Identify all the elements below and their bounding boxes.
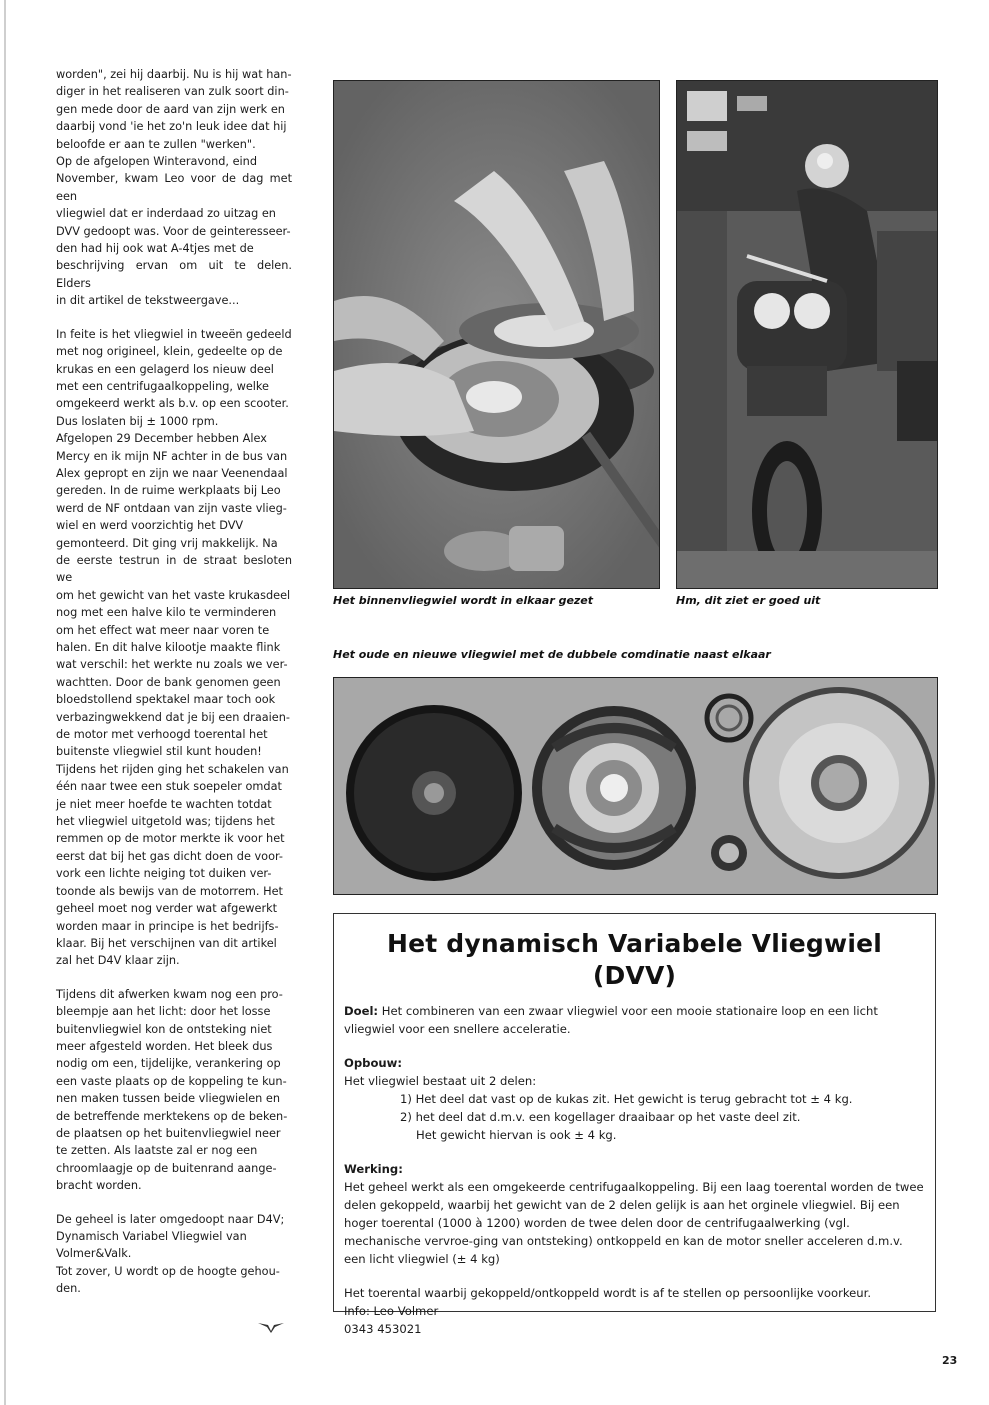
article-line: beloofde er aan te zullen "werken".	[56, 137, 256, 151]
article-line: bloedstollend spektakel maar toch ook	[56, 693, 276, 707]
werking-label: Werking:	[344, 1162, 403, 1176]
photo-flywheel-assembly	[333, 80, 660, 589]
article-line: zal het D4V klaar zijn.	[56, 954, 180, 968]
caption-photo2: Hm, dit ziet er goed uit	[676, 594, 821, 607]
opbouw-item-2: 2) het deel dat d.m.v. een kogellager draaibaar op het vaste deel zit.	[400, 1110, 801, 1124]
article-line: den.	[56, 1282, 81, 1296]
article-line: een vaste plaats op de koppeling te kun-	[56, 1074, 287, 1088]
article-line: het vliegwiel uitgetold was; tijdens het	[56, 815, 275, 829]
dvv-info-box	[333, 913, 936, 1336]
doel-section	[344, 1002, 925, 1038]
article-paragraph	[56, 986, 292, 1195]
article-line: krukas en een gelagerd los nieuw deel	[56, 362, 274, 376]
article-line: wiel en werd voorzichtig het DVV	[56, 519, 244, 533]
caption-photo1: Het binnenvliegwiel wordt in elkaar gezet	[333, 594, 594, 607]
article-line: buitenste vliegwiel stil kunt houden!	[56, 745, 262, 759]
article-line: één naar twee een stuk soepeler omdat	[56, 780, 282, 794]
article-line: werd de NF ontdaan van zijn vaste vlieg-	[56, 501, 287, 515]
article-line: met een centrifugaalkoppeling, welke	[56, 379, 270, 393]
article-paragraph	[56, 1211, 292, 1298]
article-line: vork een lichte neiging tot duiken ver-	[56, 867, 272, 881]
article-line: DVV gedoopt was. Voor de geinteresseer-	[56, 224, 291, 238]
article-line: toonde als bewijs van de motorrem. Het	[56, 884, 283, 898]
article-line: worden maar in principe is het bedrijfs-	[56, 919, 279, 933]
caption-photo3: Het oude en nieuwe vliegwiel met de dubbele comdinatie naast elkaar	[333, 648, 771, 661]
article-line: nodig om een, tijdelijke, verankering op	[56, 1057, 281, 1071]
article-line: de motor met verhoogd toerental het	[56, 728, 268, 742]
article-paragraph	[56, 66, 292, 310]
infobox-footer-line3: 0343 453021	[344, 1322, 422, 1336]
doel-label: Doel:	[344, 1004, 379, 1018]
article-line: In feite is het vliegwiel in tweeën gedeeld	[56, 327, 292, 341]
page-number: 23	[942, 1354, 958, 1367]
article-line: om het gewicht van het vaste krukasdeel	[56, 588, 291, 602]
article-line: nen maken tussen beide vliegwielen en	[56, 1092, 281, 1106]
article-line: omgekeerd werkt als b.v. op een scooter.	[56, 397, 289, 411]
article-line: geheel moet nog verder wat afgewerkt	[56, 902, 278, 916]
article-line: remmen op de motor merkte ik voor het	[56, 832, 285, 846]
article-line: chroomlaagje op de buitenrand aange-	[56, 1161, 277, 1175]
article-line: gereden. In de ruime werkplaats bij Leo	[56, 484, 281, 498]
article-line: vliegwiel dat er inderdaad zo uitzag en	[56, 207, 276, 221]
article-line: klaar. Bij het verschijnen van dit artikel	[56, 936, 277, 950]
article-line: halen. En dit halve kilootje maakte flink	[56, 641, 281, 654]
article-line: den had hij ook wat A-4tjes met de	[56, 242, 254, 256]
article-line: Dus loslaten bij ± 1000 rpm.	[56, 414, 219, 428]
article-line: De geheel is later omgedoopt naar D4V;	[56, 1212, 285, 1226]
article-line: te zetten. Als laatste zal er nog een	[56, 1144, 258, 1158]
werking-text: Het geheel werkt als een omgekeerde centrifugaalkoppeling. Bij een laag toerental worden de twee delen gekoppeld, waarbij het gewicht van de 2 delen gelijk is aan het orginele vliegwiel. Bij een hoger toerental (1000 à 1200) worden de twee delen door de centrifugaalwerking (vgl. mechanische vervroe-ging van ontsteking) ontkoppeld en kan de motor sneller acceleren d.m.v. een licht vliegwiel (± 4 kg)	[344, 1180, 924, 1266]
article-line: daarbij vond 'ie het zo'n leuk idee dat hij	[56, 120, 287, 134]
photo-flywheels-comparison	[333, 677, 938, 895]
article-line: Mercy en ik mijn NF achter in de bus van	[56, 449, 288, 463]
article-line: met nog origineel, klein, gedeelte op de	[56, 345, 283, 359]
article-line: Alex gepropt en zijn we naar Veenendaal	[56, 466, 288, 480]
article-line: gemonteerd. Dit ging vrij makkelijk. Na	[56, 536, 278, 550]
article-line: je niet meer hoefde te wachten totdat	[56, 797, 272, 811]
doel-text: Het combineren van een zwaar vliegwiel voor een mooie stationaire loop en een licht vliegwiel voor een snellere acceleratie.	[344, 1004, 878, 1036]
article-line: Tijdens dit afwerken kwam nog een pro-	[56, 987, 283, 1001]
page-edge-line	[4, 0, 6, 1405]
article-line: bleempje aan het licht: door het losse	[56, 1005, 271, 1019]
article-line: wat verschil: het werkte nu zoals we ver-	[56, 658, 288, 672]
opbouw-item-2b: Het gewicht hiervan is ook ± 4 kg.	[416, 1128, 617, 1142]
article-line: de betreffende merktekens op de beken-	[56, 1109, 288, 1123]
article-line: Volmer&Valk.	[56, 1247, 132, 1261]
article-line: wachtten. Door de bank genomen geen	[56, 675, 281, 689]
article-text-column	[56, 66, 292, 1314]
article-line: Afgelopen 29 December hebben Alex	[56, 432, 267, 446]
opbouw-intro: Het vliegwiel bestaat uit 2 delen:	[344, 1074, 537, 1088]
article-line: verbazingwekkend dat je bij een draaien-	[56, 710, 290, 724]
infobox-footer-line2: Info: Leo Volmer	[344, 1304, 439, 1318]
infobox-title: Het dynamisch Variabele Vliegwiel (DVV)	[386, 929, 883, 990]
opbouw-label: Opbouw:	[344, 1056, 403, 1070]
article-line: Op de afgelopen Winteravond, eind	[56, 155, 258, 169]
article-line: Tot zover, U wordt op de hoogte gehou-	[56, 1264, 280, 1278]
wings-emblem-icon	[258, 1318, 284, 1337]
article-line: bracht worden.	[56, 1179, 142, 1193]
infobox-footer-line1: Het toerental waarbij gekoppeld/ontkoppeld wordt is af te stellen op persoonlijke voorkeur.	[344, 1286, 872, 1300]
opbouw-item-1: 1) Het deel dat vast op de kukas zit. Het gewicht is terug gebracht tot ± 4 kg.	[400, 1092, 853, 1106]
article-line: in dit artikel de tekstweergave...	[56, 294, 240, 308]
article-line: de eerste testrun in de straat besloten we	[56, 553, 292, 585]
article-line: om het effect wat meer naar voren te	[56, 623, 270, 637]
article-line: Dynamisch Variabel Vliegwiel van	[56, 1230, 247, 1243]
article-line: diger in het realiseren van zulk soort din-	[56, 85, 289, 99]
article-line: gen mede door de aard van zijn werk en	[56, 102, 285, 116]
werking-section	[344, 1160, 925, 1268]
article-line: Tijdens het rijden ging het schakelen van	[56, 762, 289, 776]
article-line: eerst dat bij het gas dicht doen de voor-	[56, 849, 284, 863]
article-line: beschrijving ervan om uit te delen. Elders	[56, 259, 292, 290]
photo-motorcycle-workshop	[676, 80, 938, 589]
article-paragraph	[56, 326, 292, 970]
article-line: November, kwam Leo voor de dag met een	[56, 172, 292, 203]
article-line: nog met een halve kilo te verminderen	[56, 606, 277, 620]
infobox-footer	[344, 1284, 925, 1338]
article-line: buitenvliegwiel kon de ontsteking niet	[56, 1022, 272, 1036]
article-line: de plaatsen op het buitenvliegwiel neer	[56, 1126, 281, 1140]
article-line: meer afgesteld worden. Het bleek dus	[56, 1039, 273, 1053]
opbouw-section	[344, 1054, 925, 1144]
article-line: worden", zei hij daarbij. Nu is hij wat han-	[56, 68, 292, 81]
